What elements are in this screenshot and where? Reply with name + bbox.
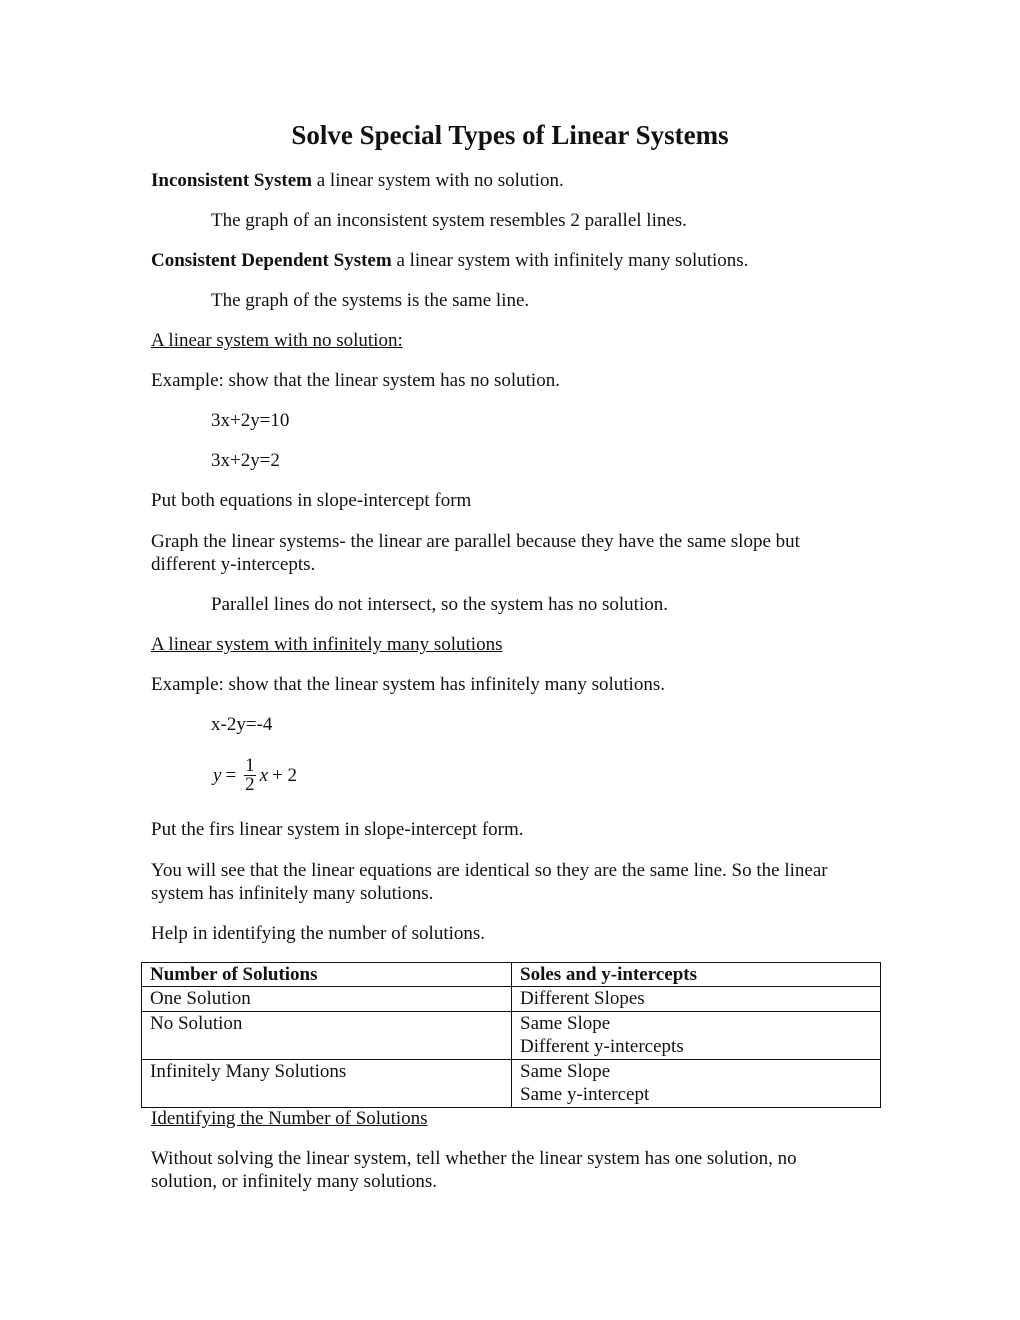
paragraph: Put both equations in slope-intercept form xyxy=(151,490,472,511)
table-cell: No Solution xyxy=(142,1011,512,1059)
paragraph: Help in identifying the number of solutions. xyxy=(151,923,486,944)
equation: 3x+2y=10 xyxy=(211,410,290,431)
paragraph: Parallel lines do not intersect, so the system has no solution. xyxy=(211,594,668,615)
column-header: Number of Solutions xyxy=(142,963,512,987)
paragraph: The graph of an inconsistent system resembles 2 parallel lines. xyxy=(211,210,687,231)
table-header xyxy=(142,963,881,987)
table-cell: Infinitely Many Solutions xyxy=(142,1059,512,1107)
eq-rest: + 2 xyxy=(272,764,298,786)
cell-line: Same Slope xyxy=(520,1012,611,1034)
denominator: 2 xyxy=(245,774,255,795)
equation: x-2y=-4 xyxy=(211,714,273,735)
section-heading: A linear system with infinitely many solutions xyxy=(151,634,503,655)
fraction xyxy=(244,757,256,794)
cell-line: Same y-intercept xyxy=(520,1084,650,1105)
table-row xyxy=(142,987,881,1012)
table-cell xyxy=(512,1011,881,1059)
definition-inconsistent xyxy=(151,169,564,192)
paragraph: Example: show that the linear system has no solution. xyxy=(151,370,560,391)
numerator: 1 xyxy=(245,755,255,776)
column-header: Soles and y-intercepts xyxy=(512,963,881,987)
paragraph: Graph the linear systems- the linear are parallel because they have the same slope but different y-intercepts. xyxy=(151,531,800,575)
page-title: Solve Special Types of Linear Systems xyxy=(291,120,729,150)
equation: 3x+2y=2 xyxy=(211,450,280,471)
definition-text: a linear system with no solution. xyxy=(311,170,564,191)
term: Inconsistent System xyxy=(151,170,312,191)
eq-lhs: y xyxy=(213,764,222,786)
table-cell xyxy=(512,987,881,1012)
fraction-equation xyxy=(213,757,297,794)
cell-line: Different Slopes xyxy=(520,988,645,1009)
section-heading: Identifying the Number of Solutions xyxy=(151,1108,428,1129)
eq-sign: = xyxy=(225,764,237,786)
paragraph: Put the firs linear system in slope-intercept form. xyxy=(151,819,524,840)
table-cell: One Solution xyxy=(142,987,512,1012)
paragraph: The graph of the systems is the same line. xyxy=(211,290,530,311)
section-heading: A linear system with no solution: xyxy=(151,330,403,351)
cell-line: Different y-intercepts xyxy=(520,1036,684,1057)
table-cell xyxy=(512,1059,881,1107)
paragraph: Without solving the linear system, tell whether the linear system has one solution, no solution, or infinitely many solutions. xyxy=(151,1148,797,1192)
paragraph: Example: show that the linear system has infinitely many solutions. xyxy=(151,674,665,695)
definition-text: a linear system with infinitely many solutions. xyxy=(391,250,749,271)
cell-line: Same Slope xyxy=(520,1060,611,1082)
eq-var: x xyxy=(259,764,269,786)
table-row xyxy=(142,1059,881,1107)
paragraph: You will see that the linear equations are identical so they are the same line. So the linear system has infinitely many solutions. xyxy=(151,860,828,904)
term: Consistent Dependent System xyxy=(151,250,392,271)
solutions-table xyxy=(141,962,881,1108)
definition-dependent xyxy=(151,249,748,272)
table-row xyxy=(142,1011,881,1059)
